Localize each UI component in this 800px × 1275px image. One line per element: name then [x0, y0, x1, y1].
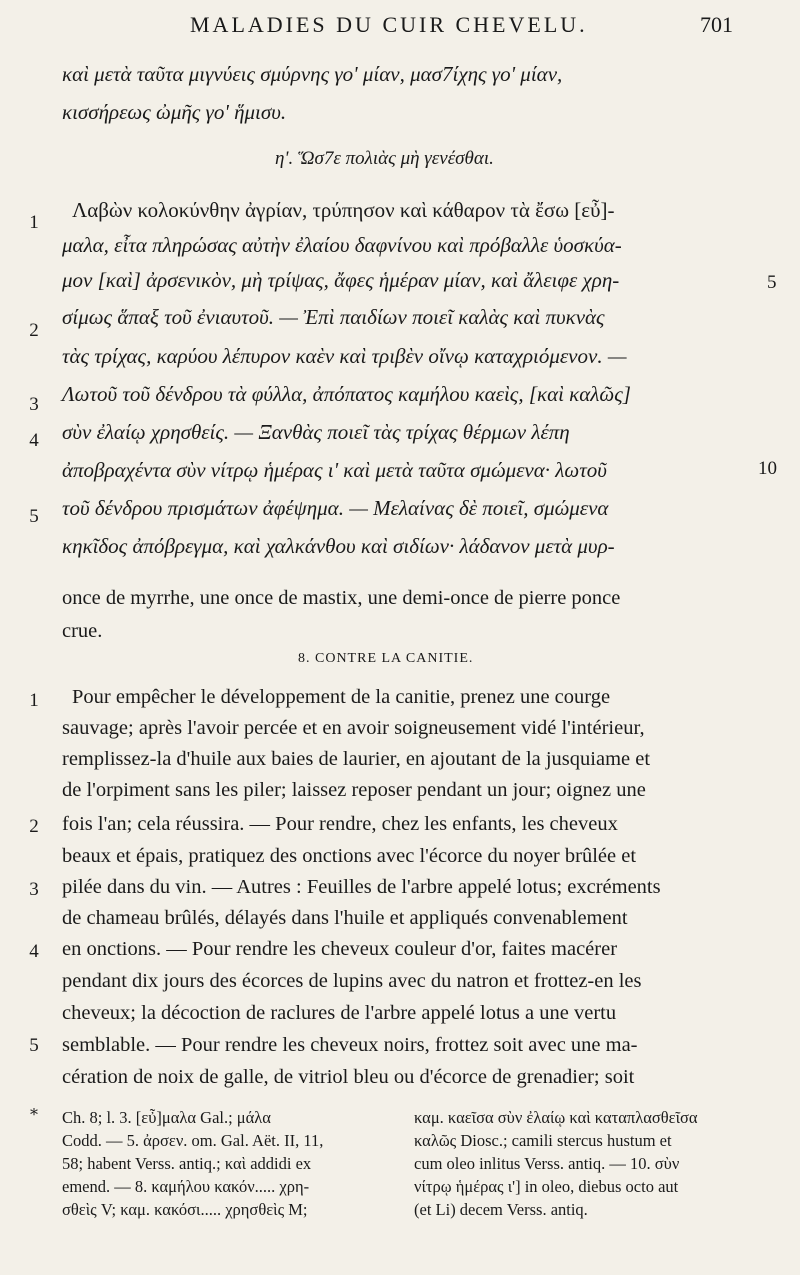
line-marker: 2	[29, 816, 39, 837]
line-marker: 1	[29, 212, 39, 233]
note-marker: *	[30, 1105, 38, 1124]
line-marker: 3	[29, 394, 39, 415]
note-line: καλῶς Diosc.; camili stercus hustum et	[414, 1131, 672, 1150]
note-line: (et Li) decem Verss. antiq.	[414, 1200, 588, 1219]
line-marker: 2	[29, 320, 39, 341]
margin-line-number: 10	[758, 458, 777, 479]
greek-intro-line: καὶ μετὰ ταῦτα μιγνύεις σμύρνης γο' μίαν, μασ7ίχης γο' μίαν,	[62, 62, 563, 86]
french-body-line: de chameau brûlés, délayés dans l'huile et appliqués convenablement	[62, 907, 628, 929]
greek-intro-line: κισσήρεως ὠμῆς γο' ἥμισυ.	[62, 100, 287, 124]
greek-body-line: μον [καὶ] ἀρσενικὸν, μὴ τρίψας, ἄφες ἡμέραν μίαν, καὶ ἄλειφε χρη-	[62, 268, 620, 292]
french-body-line: remplissez-la d'huile aux baies de laurier, en ajoutant de la jusquiame et	[62, 748, 651, 770]
greek-body-line: σίμως ἅπαξ τοῦ ἐνιαυτοῦ. — Ἐπὶ παιδίων ποιεῖ καλὰς καὶ πυκνὰς	[62, 305, 605, 329]
greek-body-line: μαλα, εἶτα πληρώσας αὐτὴν ἐλαίου δαφνίνου καὶ πρόβαλλε ὑοσκύα-	[62, 233, 622, 257]
french-body-line: beaux et épais, pratiquez des onctions avec l'écorce du noyer brûlée et	[62, 845, 637, 867]
french-body-line: Pour empêcher le développement de la canitie, prenez une courge	[72, 686, 611, 708]
greek-body-line: κηκῖδος ἀπόβρεγμα, καὶ χαλκάνθου καὶ σιδίων· λάδανον μετὰ μυρ-	[62, 534, 615, 558]
note-line: σθεὶς V; καμ. κακόσι..... χρησθεὶς M;	[62, 1200, 308, 1219]
french-body-line: pendant dix jours des écorces de lupins avec du natron et frottez-en les	[62, 970, 642, 992]
french-body-line: cheveux; la décoction de raclures de l'arbre appelé lotus a une vertu	[62, 1002, 617, 1024]
french-intro-line: crue.	[62, 620, 103, 642]
note-line: cum oleo inlitus Verss. antiq. — 10. σὺν	[414, 1154, 680, 1173]
note-line: καμ. καεῖσα σὺν ἐλαίῳ καὶ καταπλασθεῖσα	[414, 1108, 698, 1127]
line-marker: 4	[29, 430, 39, 451]
greek-body-line: Λαβὼν κολοκύνθην ἀγρίαν, τρύπησον καὶ κάθαρον τὰ ἔσω [εὖ]-	[72, 198, 615, 222]
greek-body-line: ἀποβραχέντα σὺν νίτρῳ ἡμέρας ι' καὶ μετὰ ταῦτα σμώμενα· λωτοῦ	[62, 458, 607, 482]
page-header	[0, 6, 800, 40]
line-marker: 4	[29, 941, 39, 962]
french-body-line: pilée dans du vin. — Autres : Feuilles de l'arbre appelé lotus; excréments	[62, 876, 661, 898]
page-number: 701	[700, 12, 733, 37]
greek-body-line: τοῦ δένδρου πρισμάτων ἀφέψημα. — Μελαίνας δὲ ποιεῖ, σμώμενα	[62, 496, 609, 520]
french-body-line: en onctions. — Pour rendre les cheveux couleur d'or, faites macérer	[62, 938, 618, 960]
greek-body-line: σὺν ἐλαίῳ χρησθείς. — Ξανθὰς ποιεῖ τὰς τρίχας θέρμων λέπη	[62, 420, 570, 444]
line-marker: 1	[29, 690, 39, 711]
greek-section-heading: η'. Ὥσ7ε πολιὰς μὴ γενέσθαι.	[275, 148, 494, 169]
line-marker: 5	[29, 506, 39, 527]
line-marker: 3	[29, 879, 39, 900]
margin-line-number: 5	[767, 272, 777, 293]
french-body-line: de l'orpiment sans les piler; laissez reposer pendant un jour; oignez une	[62, 779, 646, 801]
french-body-line: fois l'an; cela réussira. — Pour rendre, chez les enfants, les cheveux	[62, 813, 618, 835]
greek-body-line: Λωτοῦ τοῦ δένδρου τὰ φύλλα, ἀπόπατος καμήλου καεὶς, [καὶ καλῶς]	[62, 382, 631, 406]
running-head: MALADIES DU CUIR CHEVELU.	[190, 12, 588, 37]
note-line: Codd. — 5. ἀρσεν. om. Gal. Aët. II, 11,	[62, 1131, 324, 1150]
note-line: 58; habent Verss. antiq.; καὶ addidi ex	[62, 1154, 312, 1173]
note-line: emend. — 8. καμήλου κακόν..... χρη-	[62, 1177, 310, 1196]
french-body-line: semblable. — Pour rendre les cheveux noirs, frottez soit avec une ma-	[62, 1034, 638, 1056]
french-body-line: cération de noix de galle, de vitriol bleu ou d'écorce de grenadier; soit	[62, 1066, 635, 1088]
note-line: νίτρῳ ἡμέρας ι'] in oleo, diebus octo aut	[414, 1177, 679, 1196]
note-line: Ch. 8; l. 3. [εὖ]μαλα Gal.; μάλα	[62, 1108, 271, 1127]
french-body-line: sauvage; après l'avoir percée et en avoir soigneusement vidé l'intérieur,	[62, 717, 645, 739]
line-marker: 5	[29, 1035, 39, 1056]
french-intro-line: once de myrrhe, une once de mastix, une demi-once de pierre ponce	[62, 587, 621, 609]
greek-body-line: τὰς τρίχας, καρύου λέπυρον καὲν καὶ τριβὲν οἴνῳ καταχριόμενον. —	[62, 344, 627, 368]
french-section-heading: 8. CONTRE LA CANITIE.	[298, 651, 474, 666]
